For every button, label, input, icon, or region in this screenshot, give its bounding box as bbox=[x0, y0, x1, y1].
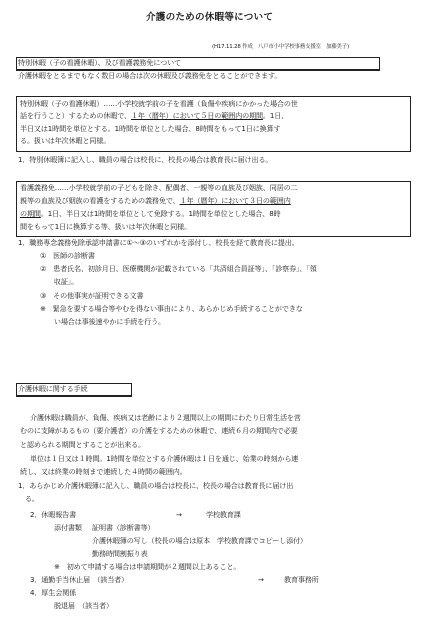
care-leave-unit-paragraph: 続し、又は終業の時刻まで連続した４時間の範囲内。 bbox=[20, 467, 187, 476]
step-1: 1．あらかじめ介護休暇簿に記入し、職員の場合は校長に、校長の場合は教育長に届け出 bbox=[18, 481, 294, 490]
attachment-note: い場合は事後速やかに手続を行う。 bbox=[40, 317, 165, 326]
attachment-item: ① 医師の診断書 bbox=[40, 251, 95, 260]
step-2-label: 2．休暇報告書 bbox=[30, 510, 77, 519]
care-leave-paragraph: と認められる期間とすることが出来る。 bbox=[20, 440, 145, 449]
attachment-note: ※ 緊急を要する場合等やむを得ない事由により、あらかじめ手続することができな bbox=[40, 304, 303, 313]
attachment-item: 勤務時間割振り表 bbox=[92, 549, 148, 558]
nursing-exemption-line: 親等の血族及び姻族の看護をするための義務免で、１年（暦年）において３日の範囲内 bbox=[20, 196, 291, 205]
nursing-exemption-procedure: 1．職務専念義務免除承認申請書に①～③のいずれかを添付し、校長を経て教育長に提出。 bbox=[18, 238, 299, 247]
care-leave-unit-paragraph: 単位は１日又は１時間。1時間を単位とする介護休暇は１日を通じ、始業の時刻から連 bbox=[30, 454, 299, 463]
section1-heading: 特別休暇（子の看護休暇）、及び看護義務免について bbox=[18, 58, 181, 67]
step-3-destination: 教育事務所 bbox=[284, 575, 319, 584]
attachments-label: 添付書類 bbox=[54, 523, 82, 532]
attachment-item: 収証」。 bbox=[40, 277, 79, 286]
arrow-icon: → bbox=[258, 575, 264, 584]
attachment-item: 証明書（診断書等） bbox=[92, 523, 155, 532]
attachment-item: 介護休暇簿の写し（校長の場合は原本 学校教育課でコピーし添付） bbox=[92, 536, 307, 545]
care-leave-paragraph: むのに支障があるもの（要介護者）の介護をするための休暇で、連続６月の期間内で必要 bbox=[20, 426, 298, 435]
attachment-item: ③ その他事実が証明できる文書 bbox=[40, 291, 144, 300]
special-leave-line: る。扱いは年次休暇と同様。 bbox=[20, 136, 111, 145]
nursing-exemption-line: 看護義務免……小学校就学前の子どもを除き、配偶者、一親等の血族及び姻族、同居の二 bbox=[20, 183, 298, 192]
step-2-note: ※ 初めて申請する場合は申請期間が２週間以上あること。 bbox=[54, 562, 241, 571]
document-meta: (H17.11.28 作成 八戸市小中学校事務支援室 加藤美子) bbox=[212, 44, 349, 50]
special-leave-procedure: 1．特別休暇簿に記入し、職員の場合は校長に、校長の場合は教育長に届け出る。 bbox=[18, 155, 273, 164]
attachment-item: ② 患者氏名、初診月日、医療機関が記載されている「共済組合員証等」、「診察券」、「領 bbox=[40, 264, 317, 273]
special-leave-line: 特別休暇（子の看護休暇）……小学校就学前の子を看護（負傷や疾病にかかった場合の世 bbox=[20, 99, 298, 108]
special-leave-line: 話を行うこと）するための休暇で、１年（暦年）において５日の範囲内の期間。1日、 bbox=[20, 111, 289, 120]
arrow-icon: → bbox=[176, 510, 182, 519]
document-title: 介護のための休暇等について bbox=[146, 12, 274, 23]
section1-intro: 介護休暇をとるまでもなく数日の場合は次の休暇及び義務免をとることができます。 bbox=[18, 71, 282, 80]
care-leave-paragraph: 介護休暇は職員が、負傷、疾病又は老齢により２週間以上の期間にわたり日常生活を営 bbox=[30, 413, 301, 422]
step-2-destination: 学校教育課 bbox=[206, 510, 241, 519]
step-1: る。 bbox=[18, 494, 39, 503]
nursing-exemption-line: の期間。1日、半日又は1時間を単位として免除する。1時間を単位とした場合、8時 bbox=[20, 209, 281, 218]
section2-heading: 介護休暇に関する手続 bbox=[18, 384, 88, 393]
step-4-item: 脱退届 （該当者） bbox=[54, 601, 113, 610]
step-4-label: 4．厚生会関係 bbox=[30, 588, 77, 597]
special-leave-line: 半日又は1時間を単位とする。1時間を単位とした場合、8時間をもって1日に換算す bbox=[20, 124, 281, 133]
nursing-exemption-line: 間をもって1日に換算する等、扱いは年次休暇と同様。 bbox=[20, 222, 192, 231]
step-3-label: 3．通勤手当休止届 （該当者） bbox=[30, 575, 129, 584]
